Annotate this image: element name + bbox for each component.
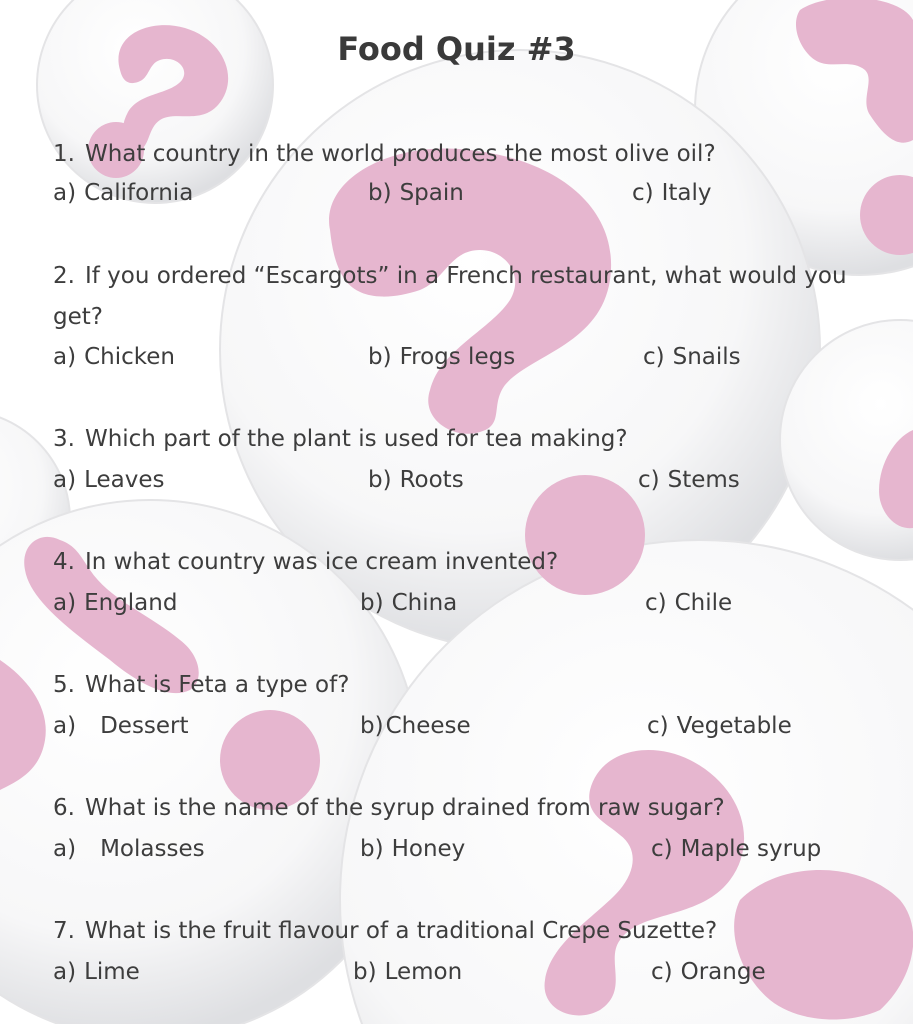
option-b: b) Lemon — [353, 959, 463, 985]
question-5 — [53, 665, 893, 706]
question-7 — [53, 911, 893, 952]
option-c: c) Snails — [643, 344, 741, 370]
option-c: c) Stems — [638, 467, 740, 493]
option-b: b) China — [360, 590, 458, 616]
question-number: 1. — [53, 141, 75, 167]
option-c: c) Chile — [645, 590, 733, 616]
option-a: a) Chicken — [53, 344, 175, 370]
question-number: 5. — [53, 672, 75, 698]
question-text: What is Feta a type of? — [84, 672, 350, 698]
question-text: What is the name of the syrup drained from raw sugar? — [84, 795, 725, 821]
option-a: a) England — [53, 590, 178, 616]
option-b: b) Roots — [368, 467, 464, 493]
option-c: c) Italy — [632, 180, 712, 206]
page-title: Food Quiz #3 — [337, 30, 576, 68]
question-number: 4. — [53, 549, 75, 575]
option-a: a) Molasses — [53, 836, 205, 862]
option-a: a) California — [53, 180, 194, 206]
option-b: b)Cheese — [360, 713, 471, 739]
question-4 — [53, 542, 893, 583]
question-2 — [53, 256, 893, 338]
option-a: a) Lime — [53, 959, 140, 985]
option-c: c) Vegetable — [647, 713, 792, 739]
question-number: 6. — [53, 795, 75, 821]
option-b: b) Spain — [368, 180, 464, 206]
question-text: What country in the world produces the most olive oil? — [84, 141, 716, 167]
question-1 — [53, 134, 893, 175]
question-number: 2. — [53, 263, 75, 289]
question-number: 3. — [53, 426, 75, 452]
question-text: If you ordered “Escargots” in a French restaurant, what would you get? — [53, 263, 847, 330]
option-a: a) Dessert — [53, 713, 189, 739]
question-6 — [53, 788, 893, 829]
question-text: In what country was ice cream invented? — [84, 549, 559, 575]
option-c: c) Maple syrup — [651, 836, 822, 862]
question-number: 7. — [53, 918, 75, 944]
question-text: Which part of the plant is used for tea making? — [84, 426, 628, 452]
option-c: c) Orange — [651, 959, 766, 985]
option-b: b) Honey — [360, 836, 466, 862]
question-3 — [53, 419, 893, 460]
question-text: What is the fruit flavour of a traditional Crepe Suzette? — [84, 918, 718, 944]
option-a: a) Leaves — [53, 467, 165, 493]
option-b: b) Frogs legs — [368, 344, 516, 370]
